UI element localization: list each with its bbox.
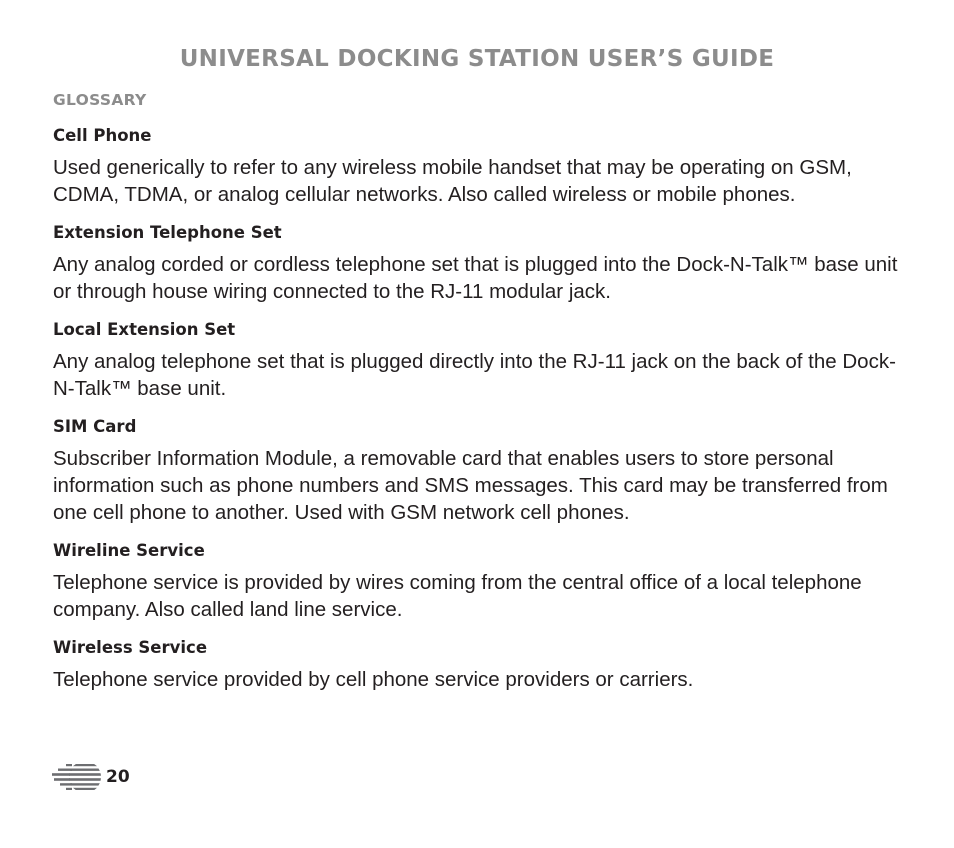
glossary-entry-wireless-service bbox=[53, 636, 913, 693]
glossary-term: Extension Telephone Set bbox=[53, 223, 282, 242]
glossary-definition: Any analog telephone set that is plugged directly into the RJ-11 jack on the back of the Dock-N-Talk™ base unit. bbox=[53, 350, 896, 400]
section-label: GLOSSARY bbox=[53, 91, 147, 109]
page-title: UNIVERSAL DOCKING STATION USER’S GUIDE bbox=[179, 46, 775, 72]
glossary-definition: Any analog corded or cordless telephone set that is plugged into the Dock-N-Talk™ base unit or through house wiring connected to the RJ-11 modular jack. bbox=[53, 253, 898, 303]
glossary-term: Wireless Service bbox=[53, 638, 208, 657]
glossary-entry-extension-telephone-set bbox=[53, 221, 913, 305]
page-footer bbox=[52, 760, 130, 794]
glossary-term: Local Extension Set bbox=[53, 320, 236, 339]
page-number: 20 bbox=[106, 767, 130, 787]
glossary-term: Cell Phone bbox=[53, 126, 152, 145]
speed-lines-globe-icon bbox=[52, 760, 102, 794]
glossary-definition: Subscriber Information Module, a removable card that enables users to store personal information such as phone numbers and SMS messages. This card may be transferred from one cell phone to another. Used with GSM network cell phones. bbox=[53, 447, 888, 524]
glossary-definition: Telephone service is provided by wires coming from the central office of a local telephone company. Also called land line service. bbox=[53, 571, 862, 621]
glossary-term: SIM Card bbox=[53, 417, 137, 436]
glossary-entry-wireline-service bbox=[53, 539, 913, 623]
glossary-term: Wireline Service bbox=[53, 541, 205, 560]
glossary-entry-sim-card bbox=[53, 415, 913, 526]
glossary-entry-cell-phone bbox=[53, 124, 913, 208]
glossary-definition: Telephone service provided by cell phone service providers or carriers. bbox=[53, 668, 694, 691]
glossary-list bbox=[53, 124, 913, 706]
glossary-definition: Used generically to refer to any wireless mobile handset that may be operating on GSM, CDMA, TDMA, or analog cellular networks. Also called wireless or mobile phones. bbox=[53, 156, 852, 206]
glossary-entry-local-extension-set bbox=[53, 318, 913, 402]
